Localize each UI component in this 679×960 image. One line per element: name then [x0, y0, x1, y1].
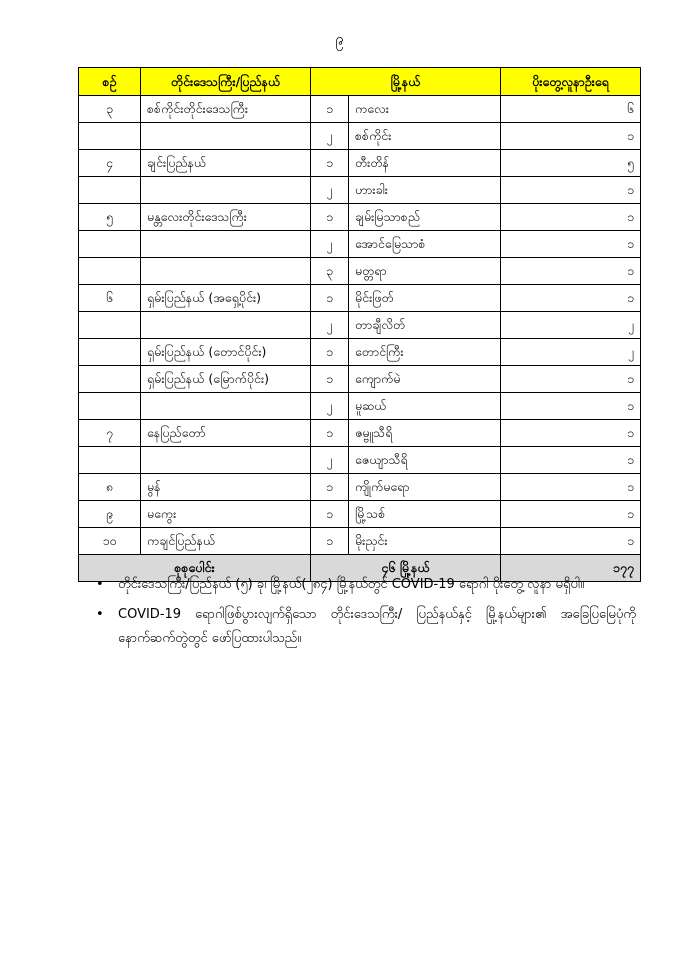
- cell-sr: ၅: [79, 204, 141, 231]
- cell-township: ကျောက်မဲ: [349, 366, 501, 393]
- header-region: တိုင်းဒေသကြီး/ပြည်နယ်: [141, 68, 311, 96]
- total-count: ၁၇၇: [501, 555, 641, 582]
- cell-count: ၁: [501, 474, 641, 501]
- cell-count: ၁: [501, 447, 641, 474]
- cell-township: တာချီလိတ်: [349, 312, 501, 339]
- table-row: [79, 204, 641, 231]
- cell-count: ၁: [501, 258, 641, 285]
- cell-township: မူဆယ်: [349, 393, 501, 420]
- cell-count: ၅: [501, 150, 641, 177]
- cell-index: ၂: [311, 312, 349, 339]
- note-item: [96, 573, 636, 597]
- cell-count: ၁: [501, 285, 641, 312]
- bullet-icon: •: [96, 607, 104, 622]
- cell-township: ဇေယျာသီရိ: [349, 447, 501, 474]
- cell-region: စစ်ကိုင်းတိုင်းဒေသကြီး: [141, 96, 311, 123]
- cell-sr: [79, 447, 141, 474]
- cell-count: ၁: [501, 366, 641, 393]
- cell-region: [141, 447, 311, 474]
- cell-township: ချမ်းမြသာစည်: [349, 204, 501, 231]
- cell-count: ၁: [501, 177, 641, 204]
- cell-region: ရှမ်းပြည်နယ် (မြောက်ပိုင်း): [141, 366, 311, 393]
- cell-sr: ၄: [79, 150, 141, 177]
- cell-index: ၁: [311, 528, 349, 555]
- cell-index: ၂: [311, 123, 349, 150]
- cell-index: ၂: [311, 447, 349, 474]
- cell-index: ၁: [311, 204, 349, 231]
- cell-sr: ၃: [79, 96, 141, 123]
- covid-township-table: [78, 67, 641, 582]
- table-row: [79, 528, 641, 555]
- cell-sr: [79, 231, 141, 258]
- cell-sr: [79, 393, 141, 420]
- total-townships: ၄၆ မြို့နယ်: [311, 555, 501, 582]
- table-row: [79, 339, 641, 366]
- table-row: [79, 312, 641, 339]
- cell-township: တီးတိန်: [349, 150, 501, 177]
- note-item: [96, 603, 636, 651]
- cell-region: [141, 393, 311, 420]
- cell-sr: [79, 312, 141, 339]
- cell-region: [141, 312, 311, 339]
- cell-region: ကချင်ပြည်နယ်: [141, 528, 311, 555]
- table-row: [79, 420, 641, 447]
- cell-region: [141, 123, 311, 150]
- cell-index: ၁: [311, 339, 349, 366]
- cell-region: မွန်: [141, 474, 311, 501]
- cell-sr: [79, 177, 141, 204]
- cell-township: ကျိုက်မရော: [349, 474, 501, 501]
- cell-sr: [79, 339, 141, 366]
- table-header-row: [79, 68, 641, 96]
- cell-region: ချင်းပြည်နယ်: [141, 150, 311, 177]
- cell-region: ရှမ်းပြည်နယ် (အရှေ့ပိုင်း): [141, 285, 311, 312]
- table-row: [79, 123, 641, 150]
- cell-township: မတ္တရာ: [349, 258, 501, 285]
- cell-count: ၁: [501, 528, 641, 555]
- cell-index: ၁: [311, 285, 349, 312]
- cell-region: [141, 177, 311, 204]
- table-row: [79, 231, 641, 258]
- cell-region: [141, 258, 311, 285]
- cell-index: ၁: [311, 420, 349, 447]
- note-text: တိုင်းဒေသကြီး/ပြည်နယ် (၅) ခု၊ မြို့နယ်(၂၈၄) မြို့နယ်တွင် COVID-19 ရောဂါ ပိုးတွေ့ လူနာ မရှိပါ။: [118, 577, 585, 592]
- cell-region: နေပြည်တော်: [141, 420, 311, 447]
- total-label: စုစုပေါင်း: [79, 555, 311, 582]
- cell-count: ၁: [501, 123, 641, 150]
- cell-sr: ၇: [79, 420, 141, 447]
- cell-index: ၂: [311, 393, 349, 420]
- table-row: [79, 285, 641, 312]
- cell-township: တောင်ကြီး: [349, 339, 501, 366]
- page-number: ၉: [335, 30, 344, 48]
- cell-township: မြို့သစ်: [349, 501, 501, 528]
- cell-township: မိုးညှင်း: [349, 528, 501, 555]
- cell-sr: [79, 123, 141, 150]
- cell-index: ၁: [311, 150, 349, 177]
- bullet-icon: •: [96, 577, 104, 592]
- table-row: [79, 150, 641, 177]
- cell-sr: ၈: [79, 474, 141, 501]
- table-row: [79, 393, 641, 420]
- cell-township: ဇမ္ဗူသီရိ: [349, 420, 501, 447]
- cell-township: ဟားခါး: [349, 177, 501, 204]
- cell-township: စစ်ကိုင်း: [349, 123, 501, 150]
- table-row: [79, 177, 641, 204]
- cell-sr: ၉: [79, 501, 141, 528]
- header-count: ပိုးတွေ့လူနာဦးရေ: [501, 68, 641, 96]
- table-row: [79, 96, 641, 123]
- notes-list: [96, 573, 636, 657]
- header-sr: စဉ်: [79, 68, 141, 96]
- cell-region: မကွေး: [141, 501, 311, 528]
- table-row: [79, 447, 641, 474]
- cell-count: ၂: [501, 312, 641, 339]
- cell-count: ၁: [501, 501, 641, 528]
- note-text: COVID-19 ရောဂါဖြစ်ပွားလျက်ရှိသော တိုင်းဒေသကြီး/ ပြည်နယ်နှင့် မြို့နယ်များ၏ အခြေပြမြေပုံကို နောက်ဆက်တွဲတွင် ဖော်ပြထားပါသည်။: [118, 607, 636, 646]
- cell-count: ၂: [501, 339, 641, 366]
- cell-count: ၁: [501, 420, 641, 447]
- cell-index: ၁: [311, 501, 349, 528]
- table-row: [79, 366, 641, 393]
- cell-township: ကလေး: [349, 96, 501, 123]
- cell-index: ၂: [311, 177, 349, 204]
- cell-count: ၁: [501, 231, 641, 258]
- cell-count: ၁: [501, 204, 641, 231]
- header-township: မြို့နယ်: [311, 68, 501, 96]
- table-body: [79, 96, 641, 582]
- cell-count: ၁: [501, 393, 641, 420]
- cell-sr: ၆: [79, 285, 141, 312]
- table-row: [79, 501, 641, 528]
- cell-township: မိုင်းဖြတ်: [349, 285, 501, 312]
- table-row: [79, 258, 641, 285]
- cell-index: ၃: [311, 258, 349, 285]
- cell-index: ၁: [311, 366, 349, 393]
- cell-sr: ၁၀: [79, 528, 141, 555]
- cell-index: ၁: [311, 96, 349, 123]
- cell-region: ရှမ်းပြည်နယ် (တောင်ပိုင်း): [141, 339, 311, 366]
- cell-township: အောင်မြေသာစံ: [349, 231, 501, 258]
- cell-sr: [79, 258, 141, 285]
- cell-count: ၆: [501, 96, 641, 123]
- cell-index: ၂: [311, 231, 349, 258]
- cell-index: ၁: [311, 474, 349, 501]
- table-row: [79, 474, 641, 501]
- cell-sr: [79, 366, 141, 393]
- cell-region: [141, 231, 311, 258]
- cell-region: မန္တလေးတိုင်းဒေသကြီး: [141, 204, 311, 231]
